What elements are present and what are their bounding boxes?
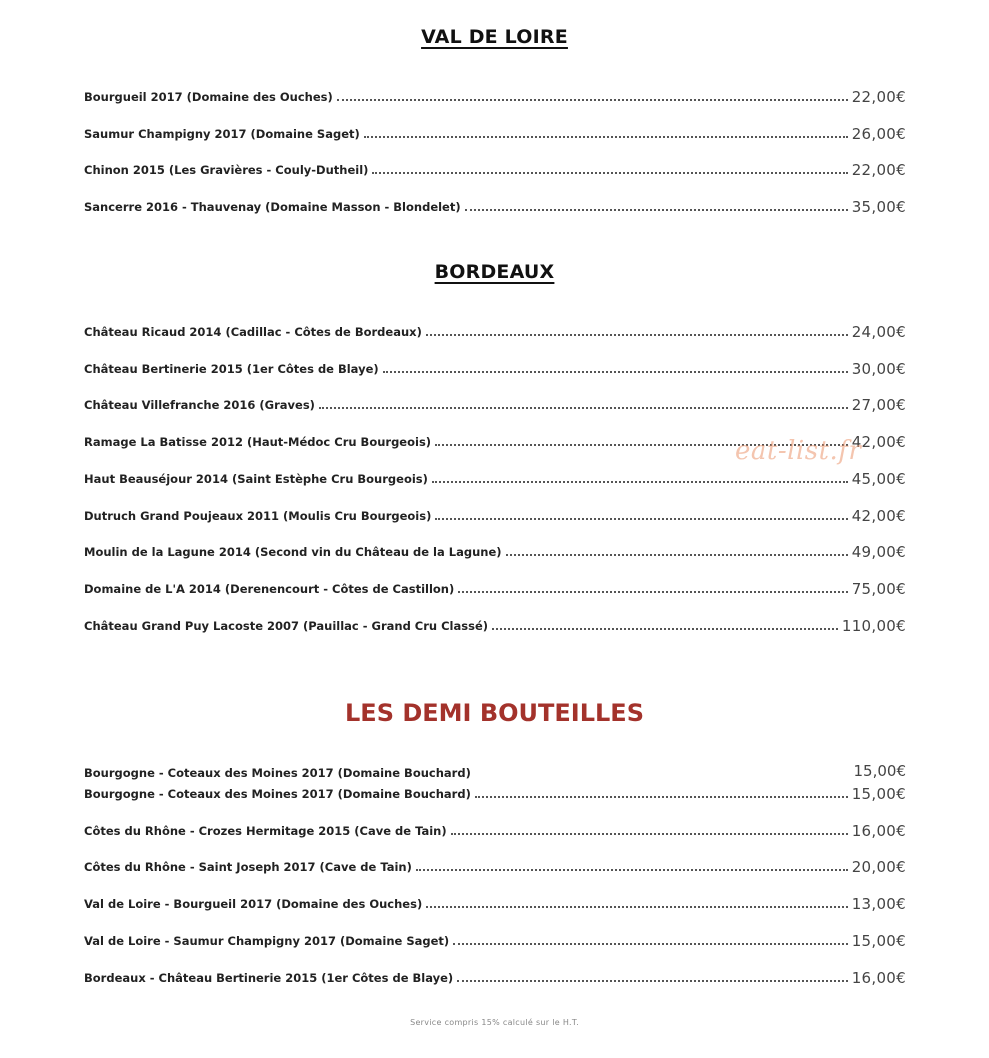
wine-price: 49,00€ <box>851 543 906 561</box>
dot-leader <box>465 209 848 211</box>
wine-name: Saumur Champigny 2017 (Domaine Saget) <box>84 127 360 141</box>
wine-price: 15,00€ <box>853 762 906 780</box>
section-title-demi-bouteilles: LES DEMI BOUTEILLES <box>345 699 644 727</box>
wine-price: 110,00€ <box>841 617 906 635</box>
watermark-text: eat-list.fr <box>735 436 862 466</box>
wine-price: 16,00€ <box>851 822 906 840</box>
wine-row <box>84 394 906 414</box>
wine-name: Bourgogne - Coteaux des Moines 2017 (Domaine Bouchard) <box>84 787 471 801</box>
wine-name: Bourgogne - Coteaux des Moines 2017 (Domaine Bouchard) <box>84 766 471 780</box>
dot-leader <box>337 99 848 101</box>
dot-leader <box>432 481 848 483</box>
dot-leader <box>372 172 847 174</box>
wine-price: 27,00€ <box>851 396 906 414</box>
wine-name: Domaine de L'A 2014 (Derenencourt - Côtes de Castillon) <box>84 582 455 596</box>
wine-name: Château Ricaud 2014 (Cadillac - Côtes de Bordeaux) <box>84 325 422 339</box>
wine-row <box>84 196 906 216</box>
dot-leader <box>458 591 847 593</box>
section-title-val-de-loire: VAL DE LOIRE <box>421 26 568 48</box>
dot-leader <box>319 407 848 409</box>
dot-leader <box>453 943 848 945</box>
wine-name: Moulin de la Lagune 2014 (Second vin du Château de la Lagune) <box>84 545 502 559</box>
wine-price: 26,00€ <box>851 125 906 143</box>
wine-name: Bourgueil 2017 (Domaine des Ouches) <box>84 90 333 104</box>
wine-row <box>84 86 906 106</box>
dot-leader <box>426 906 848 908</box>
wine-name: Val de Loire - Bourgueil 2017 (Domaine des Ouches) <box>84 897 423 911</box>
wine-price: 42,00€ <box>851 507 906 525</box>
dot-leader <box>492 628 838 630</box>
dot-leader <box>506 554 848 556</box>
wine-row <box>84 930 906 950</box>
dot-leader <box>435 518 847 520</box>
wine-price: 30,00€ <box>851 360 906 378</box>
wine-row <box>84 893 906 913</box>
wine-name: Château Bertinerie 2015 (1er Côtes de Blaye) <box>84 362 379 376</box>
dot-leader <box>416 869 848 871</box>
dot-leader <box>475 796 848 798</box>
wine-row <box>84 820 906 840</box>
wine-price: 24,00€ <box>851 323 906 341</box>
wine-name: Sancerre 2016 - Thauvenay (Domaine Masson - Blondelet) <box>84 200 461 214</box>
wine-price: 35,00€ <box>851 198 906 216</box>
wine-price: 15,00€ <box>851 785 906 803</box>
dot-leader <box>457 980 848 982</box>
wine-name: Château Villefranche 2016 (Graves) <box>84 398 315 412</box>
wine-price: 42,00€ <box>851 433 906 451</box>
wine-row <box>84 615 906 635</box>
dot-leader <box>364 136 848 138</box>
wine-row <box>84 159 906 179</box>
wine-price: 45,00€ <box>851 470 906 488</box>
wine-name: Côtes du Rhône - Saint Joseph 2017 (Cave de Tain) <box>84 860 412 874</box>
wine-row <box>84 321 906 341</box>
wine-row <box>84 541 906 561</box>
wine-name: Ramage La Batisse 2012 (Haut-Médoc Cru Bourgeois) <box>84 435 432 449</box>
dot-leader <box>451 833 848 835</box>
section-title-bordeaux: BORDEAUX <box>434 261 555 283</box>
wine-row <box>84 856 906 876</box>
wine-price: 15,00€ <box>851 932 906 950</box>
wine-price: 22,00€ <box>851 161 906 179</box>
cut-off-wine-row <box>84 760 906 780</box>
wine-name: Val de Loire - Saumur Champigny 2017 (Domaine Saget) <box>84 934 450 948</box>
dot-leader <box>426 334 848 336</box>
wine-name: Dutruch Grand Poujeaux 2011 (Moulis Cru Bourgeois) <box>84 509 432 523</box>
wine-row <box>84 468 906 488</box>
wine-name: Côtes du Rhône - Crozes Hermitage 2015 (Cave de Tain) <box>84 824 447 838</box>
dot-leader <box>383 371 848 373</box>
service-note: Service compris 15% calculé sur le H.T. <box>410 1018 579 1027</box>
wine-price: 16,00€ <box>851 969 906 987</box>
wine-price: 75,00€ <box>851 580 906 598</box>
wine-price: 13,00€ <box>851 895 906 913</box>
wine-row <box>84 123 906 143</box>
wine-row <box>84 358 906 378</box>
wine-name: Haut Beauséjour 2014 (Saint Estèphe Cru Bourgeois) <box>84 472 428 486</box>
wine-row <box>84 783 906 803</box>
wine-price: 22,00€ <box>851 88 906 106</box>
wine-name: Château Grand Puy Lacoste 2007 (Pauillac - Grand Cru Classé) <box>84 619 488 633</box>
wine-name: Bordeaux - Château Bertinerie 2015 (1er Côtes de Blaye) <box>84 971 454 985</box>
wine-row <box>84 967 906 987</box>
wine-row <box>84 578 906 598</box>
wine-name: Chinon 2015 (Les Gravières - Couly-Dutheil) <box>84 163 369 177</box>
wine-price: 20,00€ <box>851 858 906 876</box>
wine-row <box>84 505 906 525</box>
